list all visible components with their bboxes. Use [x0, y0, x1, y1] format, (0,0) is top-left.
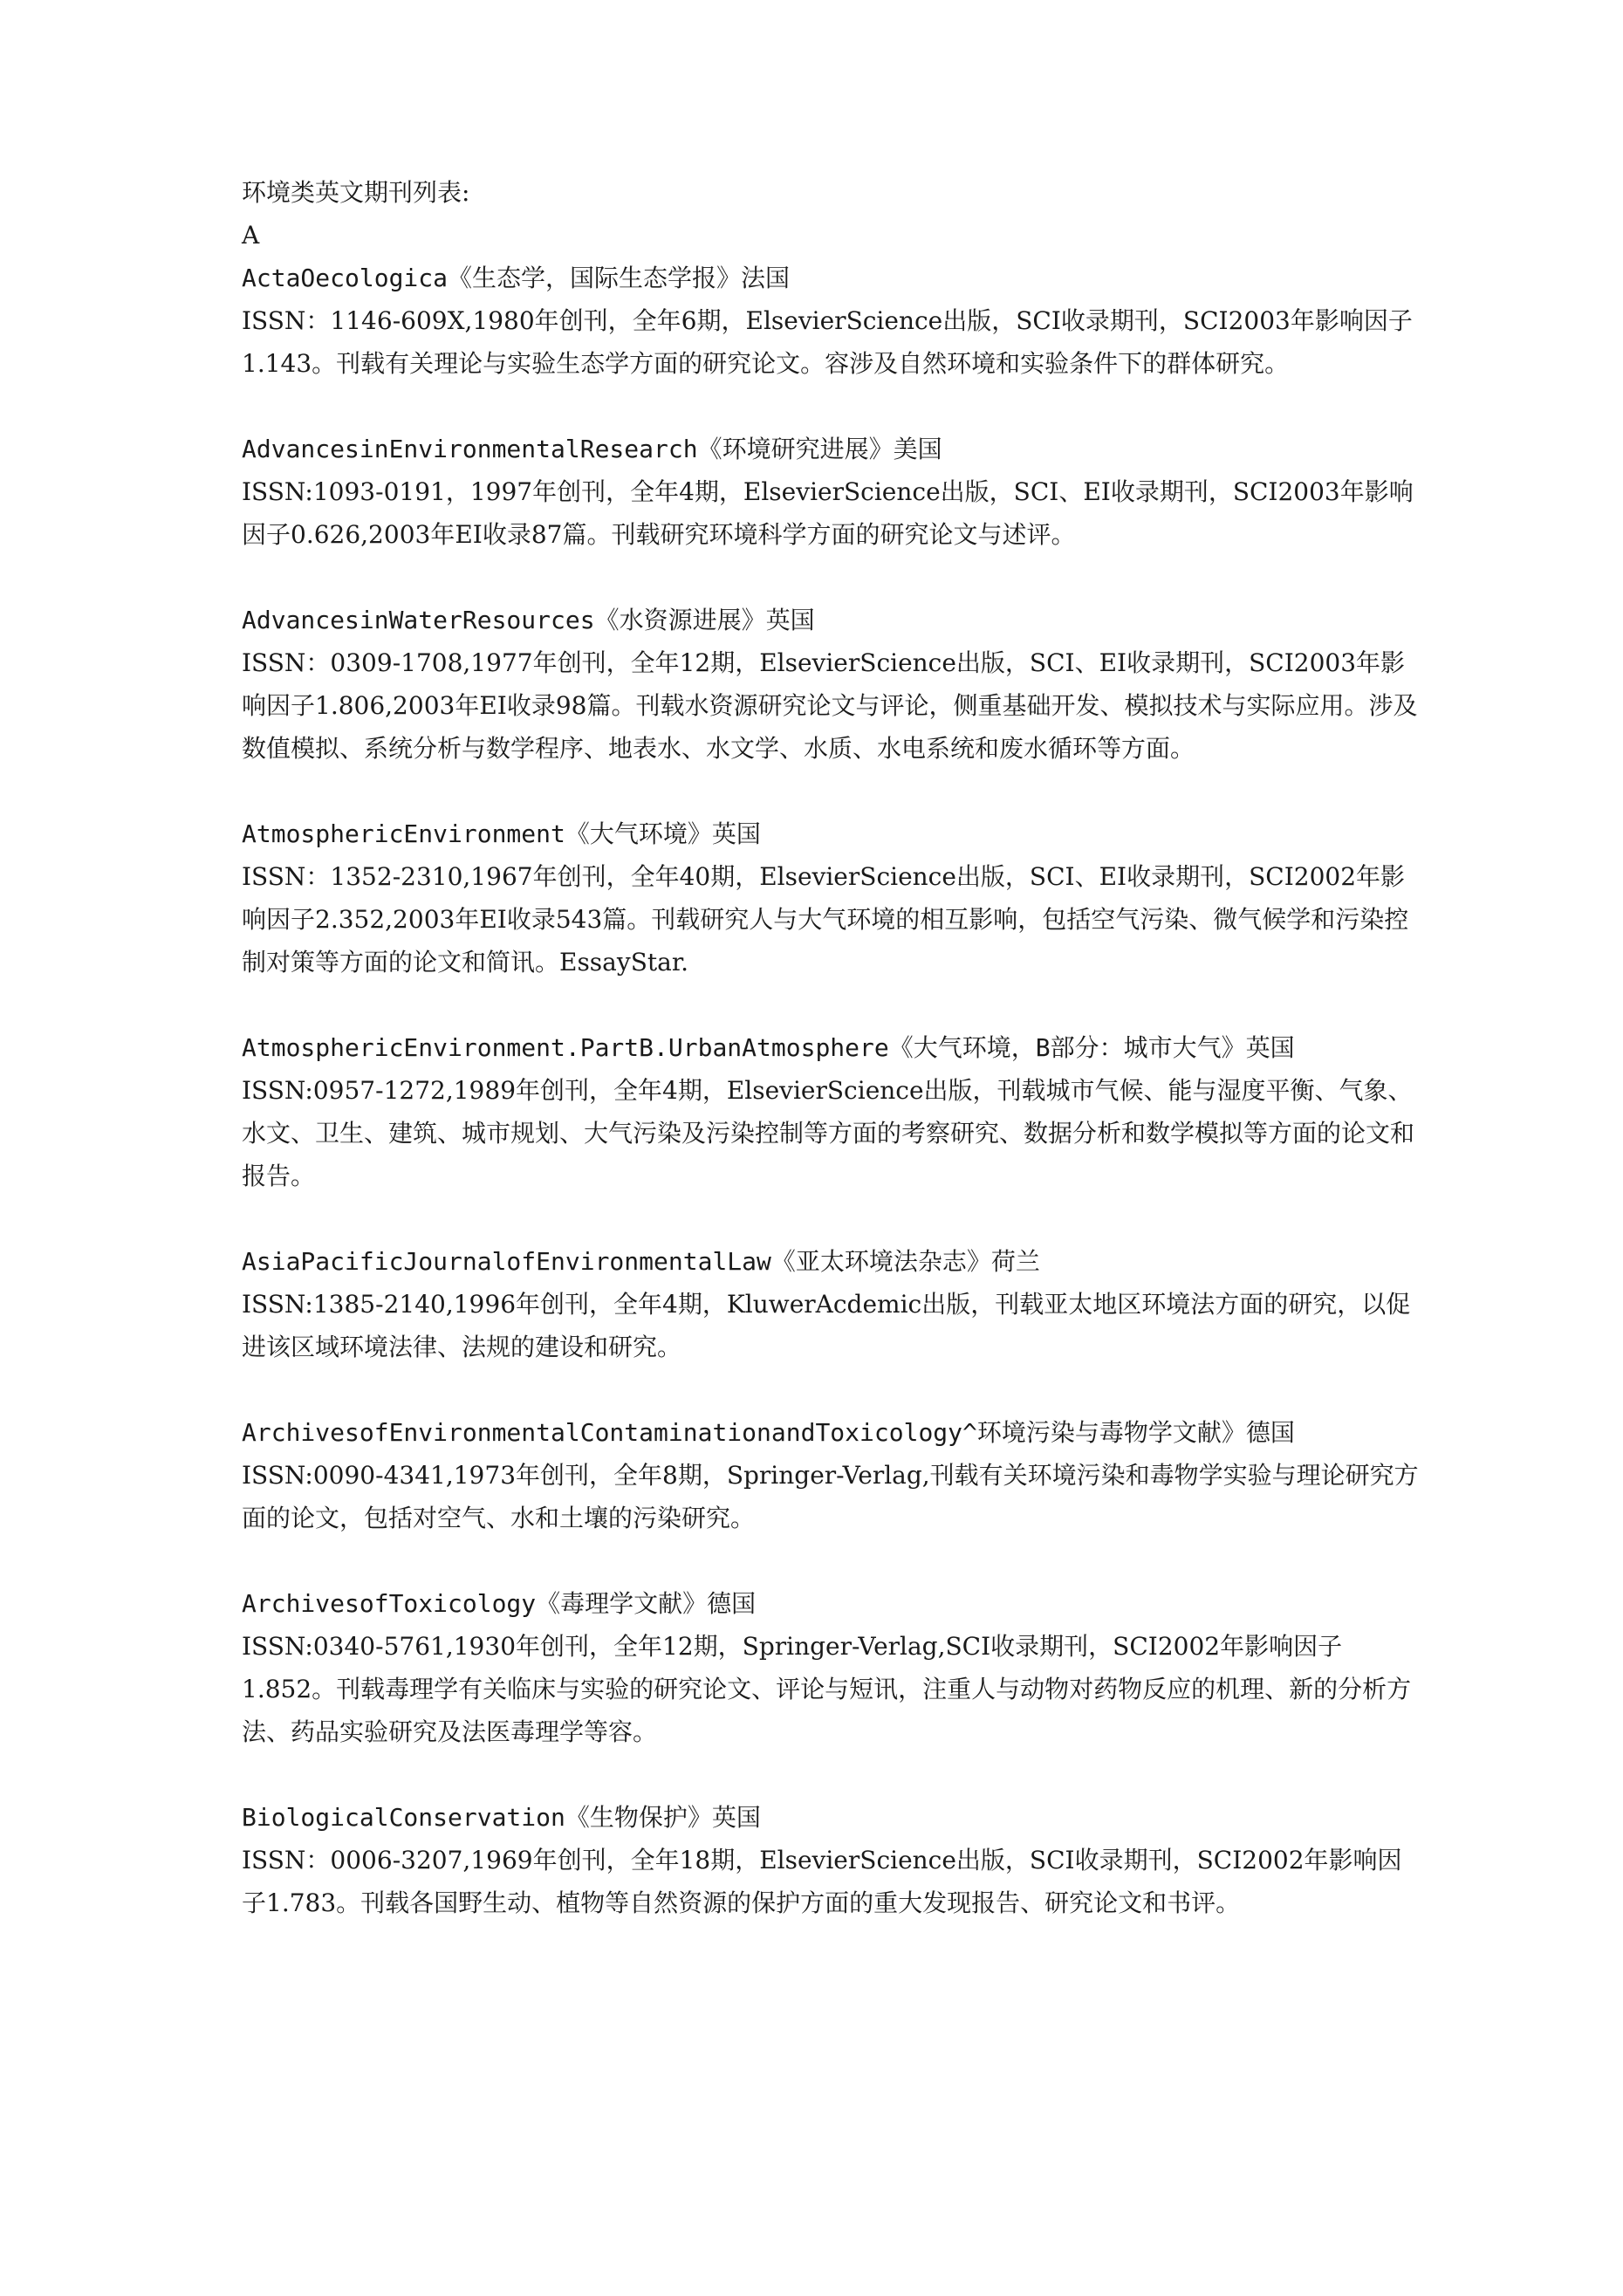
journal-title: ActaOecologica《生态学，国际生态学报》法国 [242, 264, 791, 292]
journal-description: ISSN:1385-2140,1996年创刊，全年4期，KluwerAcdemic出版，刊载亚太地区环境法方面的研究，以促进该区域环境法律、法规的建设和研究。 [242, 1290, 1411, 1361]
journal-title: AdvancesinEnvironmentalResearch《环境研究进展》美国 [242, 435, 942, 463]
journal-description: ISSN:0090-4341,1973年创刊，全年8期，Springer-Verlag,刊载有关环境污染和毒物学实验与理论研究方面的论文，包括对空气、水和土壤的污染研究。 [242, 1461, 1419, 1532]
journal-title: AdvancesinWaterResources《水资源进展》英国 [242, 606, 815, 634]
journal-entry [242, 1240, 1420, 1368]
journal-entry [242, 257, 1420, 385]
journal-entry [242, 1582, 1420, 1753]
journal-description: ISSN:0957-1272,1989年创刊，全年4期，ElsevierScience出版，刊载城市气候、能与湿度平衡、气象、水文、卫生、建筑、城市规划、大气污染及污染控制等方面的考察研究、数据分析和数学模拟等方面的论文和报告。 [242, 1076, 1415, 1190]
journal-description: ISSN：1352-2310,1967年创刊，全年40期，ElsevierScience出版，SCI、EI收录期刊，SCI2002年影响因子2.352,2003年EI收录543篇。刊载研究人与大气环境的相互影响，包括空气污染、微气候学和污染控制对策等方面的论文和简讯。EssayStar. [242, 862, 1409, 977]
journal-description: ISSN：0309-1708,1977年创刊，全年12期，ElsevierScience出版，SCI、EI收录期刊，SCI2003年影响因子1.806,2003年EI收录98篇。刊载水资源研究论文与评论，侧重基础开发、模拟技术与实际应用。涉及数值模拟、系统分析与数学程序、地表水、水文学、水质、水电系统和废水循环等方面。 [242, 648, 1418, 763]
journal-entry [242, 812, 1420, 984]
journal-title: ArchivesofEnvironmentalContaminationandToxicology^环境污染与毒物学文献》德国 [242, 1418, 1295, 1447]
journal-title: BiologicalConservation《生物保护》英国 [242, 1803, 761, 1832]
journal-description: ISSN：1146-609X,1980年创刊，全年6期，ElsevierScience出版，SCI收录期刊，SCI2003年影响因子1.143。刊载有关理论与实验生态学方面的研究论文。容涉及自然环境和实验条件下的群体研究。 [242, 306, 1413, 378]
journal-entry [242, 1411, 1420, 1539]
journal-description: ISSN：0006-3207,1969年创刊，全年18期，ElsevierScience出版，SCI收录期刊，SCI2002年影响因子1.783。刊载各国野生动、植物等自然资源的保护方面的重大发现报告、研究论文和书评。 [242, 1846, 1402, 1917]
journal-description: ISSN:0340-5761,1930年创刊，全年12期，Springer-Verlag,SCI收录期刊，SCI2002年影响因子1.852。刊载毒理学有关临床与实验的研究论文、评论与短讯，注重人与动物对药物反应的机理、新的分析方法、药品实验研究及法医毒理学等容。 [242, 1632, 1412, 1746]
journal-title: AtmosphericEnvironment《大气环境》英国 [242, 819, 761, 848]
document-heading: 环境类英文期刊列表: [242, 178, 470, 207]
journal-entry [242, 1796, 1420, 1924]
journal-description: ISSN:1093-0191，1997年创刊，全年4期，ElsevierScience出版，SCI、EI收录期刊，SCI2003年影响因子0.626,2003年EI收录87篇。刊载研究环境科学方面的研究论文与述评。 [242, 477, 1414, 549]
section-letter: A [242, 221, 260, 250]
document-page [242, 171, 1420, 1924]
journal-title: ArchivesofToxicology《毒理学文献》德国 [242, 1589, 757, 1618]
journal-entry [242, 599, 1420, 770]
journal-title: AsiaPacificJournalofEnvironmentalLaw《亚太环境法杂志》荷兰 [242, 1247, 1040, 1276]
journal-entry [242, 1026, 1420, 1197]
journal-title: AtmosphericEnvironment.PartB.UrbanAtmosphere《大气环境，B部分：城市大气》英国 [242, 1033, 1295, 1062]
journal-entry [242, 428, 1420, 556]
